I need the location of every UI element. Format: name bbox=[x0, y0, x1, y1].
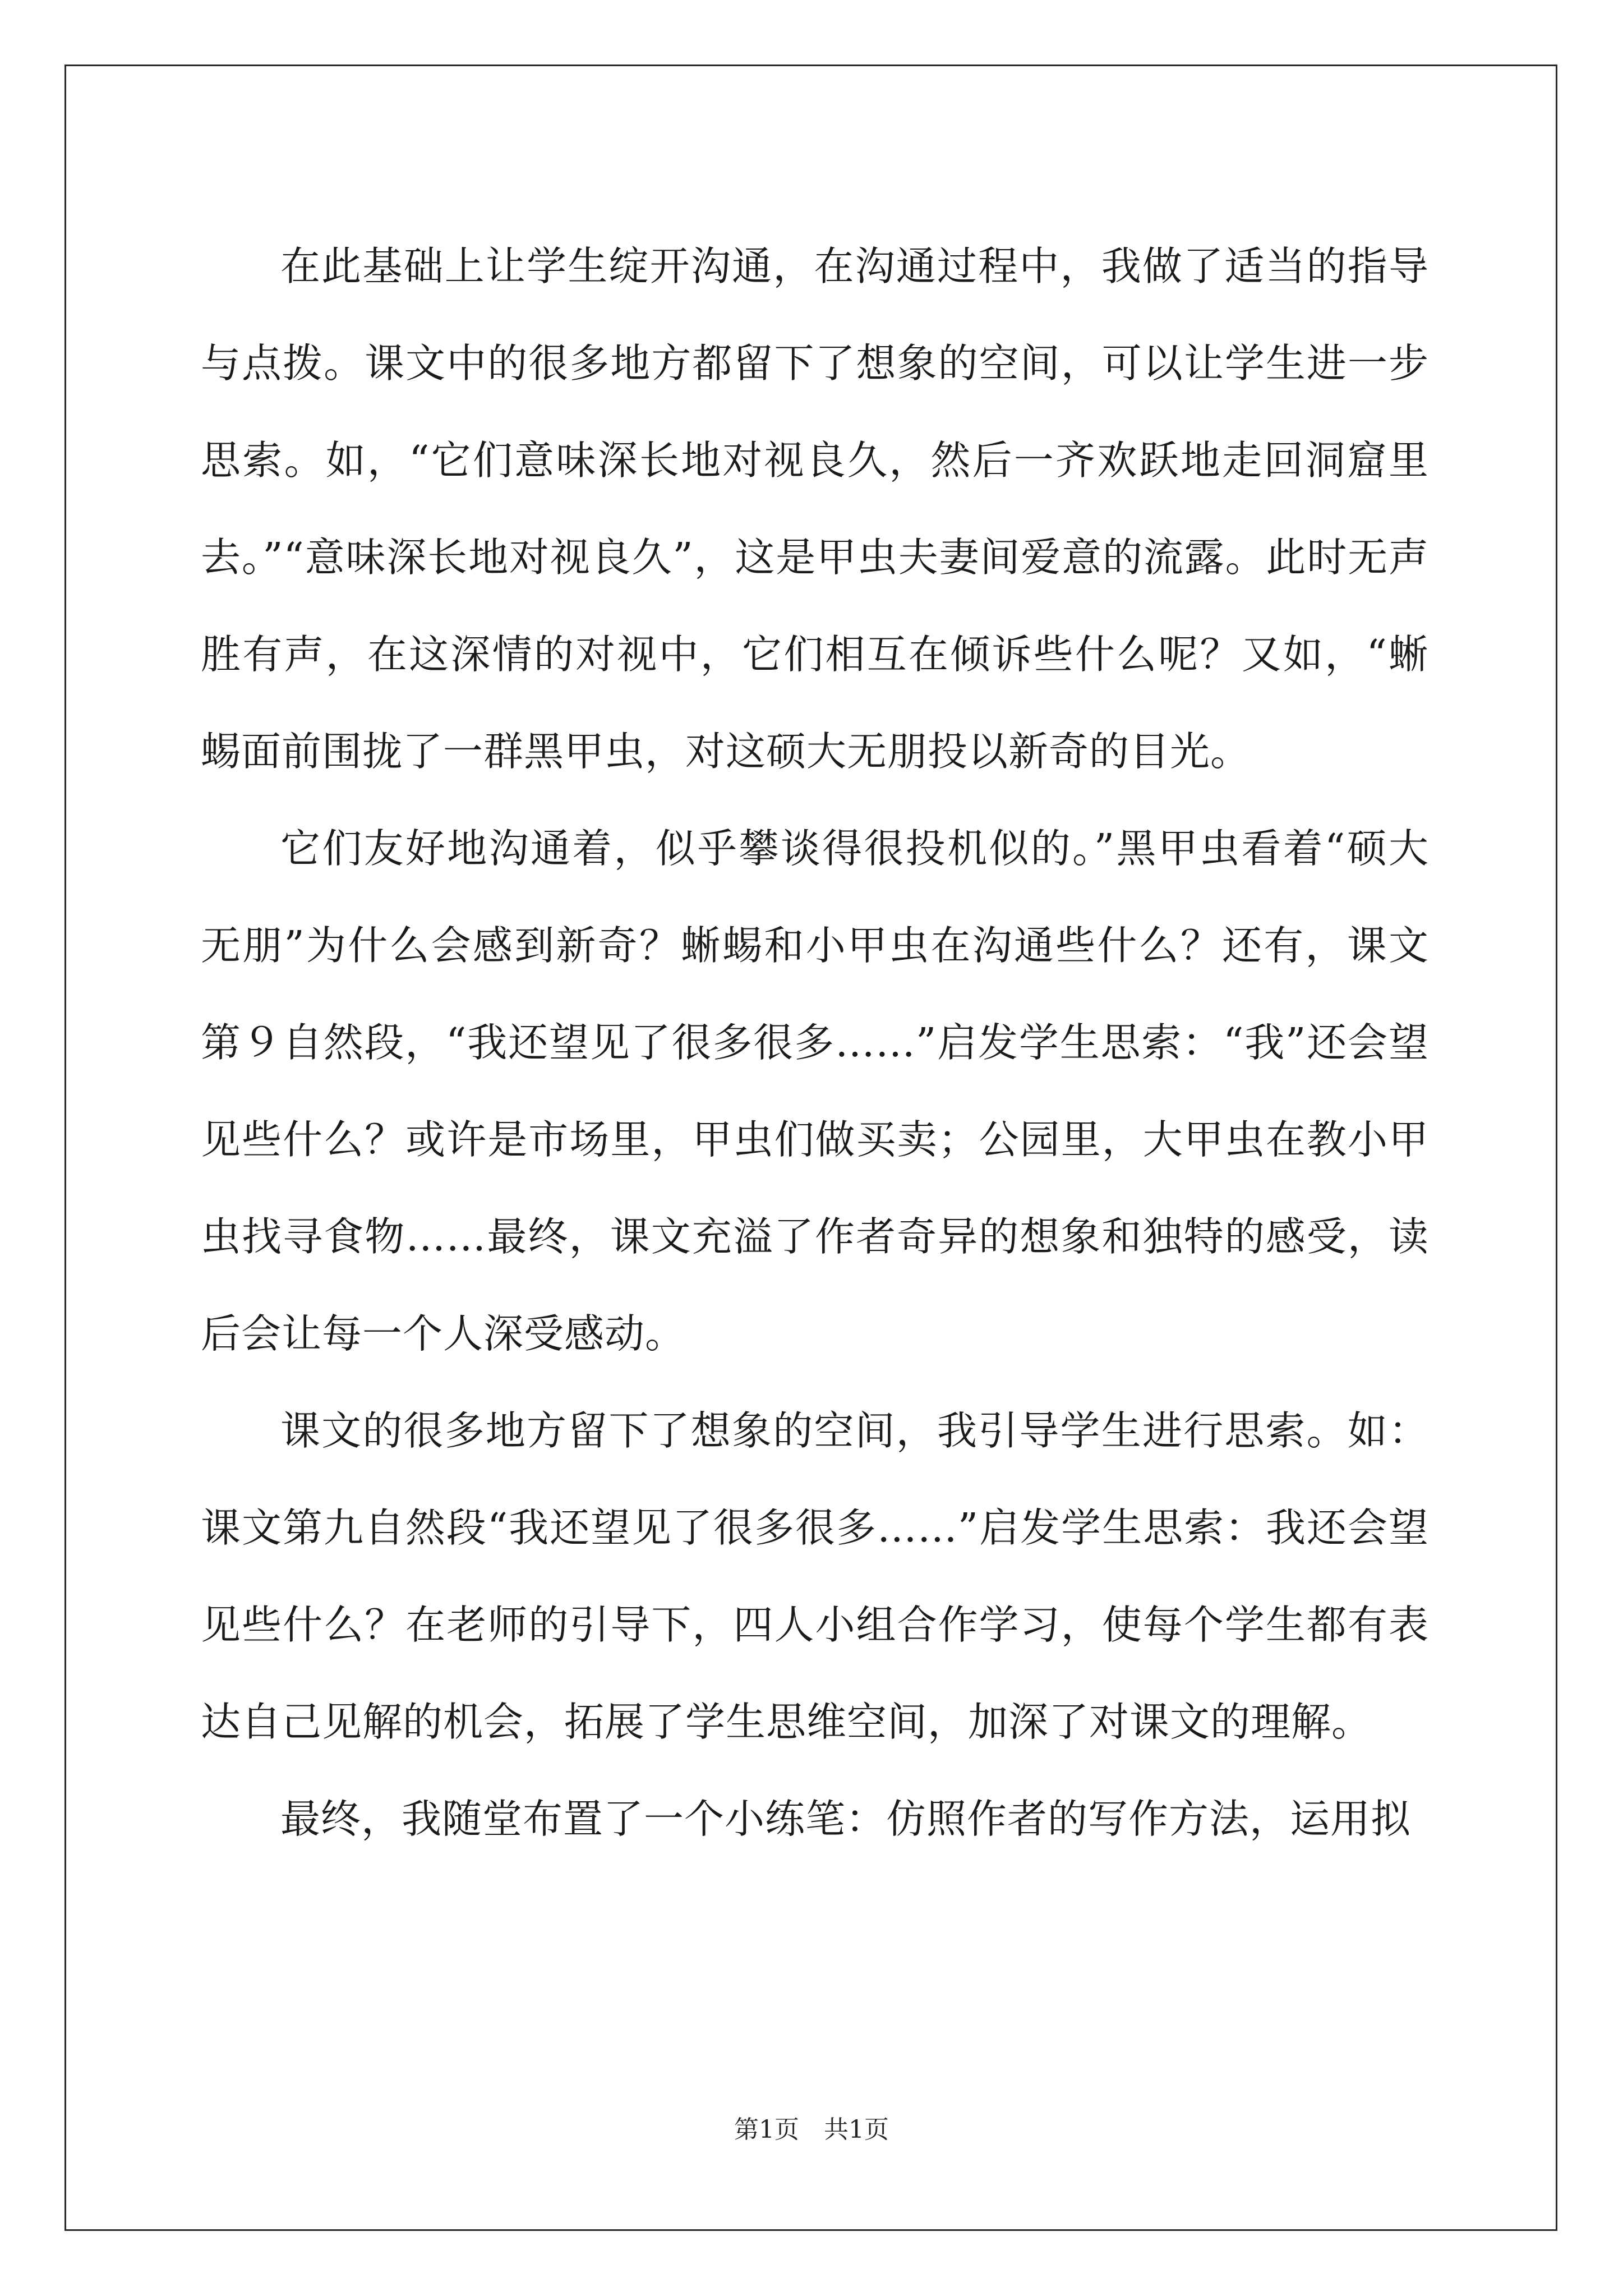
paragraph-1: 在此基础上让学生绽开沟通，在沟通过程中，我做了适当的指导与点拨。课文中的很多地方都留下了想象的空间，可以让学生进一步思索。如，“它们意味深长地对视良久，然后一齐欢跃地走回洞窟里去。”“意味深长地对视良久”，这是甲虫夫妻间爱意的流露。此时无声胜有声，在这深情的对视中，它们相互在倾诉些什么呢？又如，“蜥蜴面前围拢了一群黑甲虫，对这硕大无朋投以新奇的目光。 bbox=[201, 243, 1429, 775]
document-body bbox=[201, 218, 1429, 1867]
page-number-footer: 第1页 共1页 bbox=[734, 2115, 889, 2144]
paragraph-3: 课文的很多地方留下了想象的空间，我引导学生进行思索。如：课文第九自然段“我还望见了很多很多……”启发学生思索：我还会望见些什么？在老师的引导下，四人小组合作学习，使每个学生都有表达自己见解的机会，拓展了学生思维空间，加深了对课文的理解。 bbox=[201, 1407, 1429, 1745]
paragraph-4: 最终，我随堂布置了一个小练笔：仿照作者的写作方法，运用拟 bbox=[280, 1796, 1412, 1842]
paragraph-2: 它们友好地沟通着，似乎攀谈得很投机似的。”黑甲虫看着“硕大无朋”为什么会感到新奇？蜥蜴和小甲虫在沟通些什么？还有，课文第９自然段，“我还望见了很多很多……”启发学生思索：“我”还会望见些什么？或许是市场里，甲虫们做买卖；公园里，大甲虫在教小甲虫找寻食物……最终，课文充溢了作者奇异的想象和独特的感受，读后会让每一个人深受感动。 bbox=[201, 825, 1429, 1357]
